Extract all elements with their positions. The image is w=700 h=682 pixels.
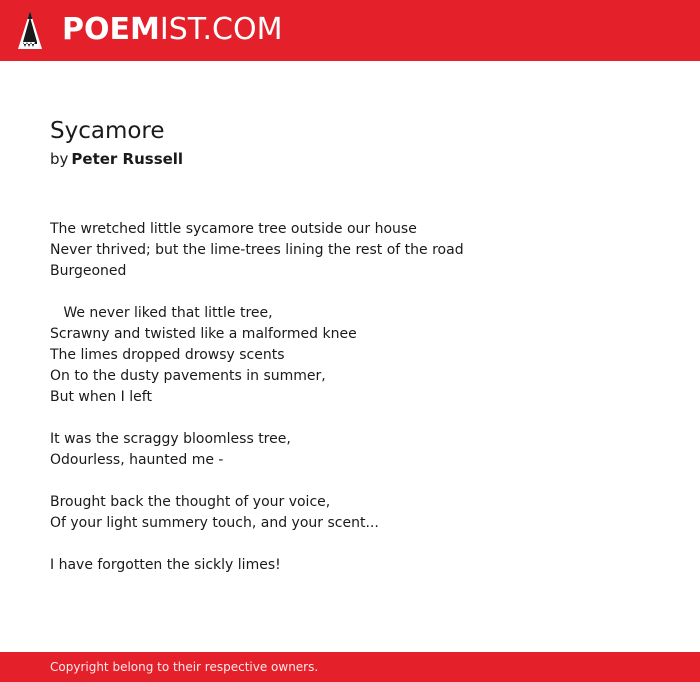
poem-body — [50, 219, 670, 576]
pencil-tip-icon-svg — [18, 11, 42, 51]
poem-line: The limes dropped drowsy scents — [50, 347, 285, 363]
poem-line — [50, 408, 670, 429]
poem-line: Odourless, haunted me - — [50, 452, 224, 468]
poem-line — [50, 471, 670, 492]
poem-line: On to the dusty pavements in summer, — [50, 368, 326, 384]
poem-title: Sycamore — [50, 118, 165, 144]
poem-line: The wretched little sycamore tree outside our house — [50, 221, 417, 237]
site-logo[interactable] — [62, 10, 282, 50]
copyright-text: Copyright belong to their respective owners. — [50, 660, 319, 674]
logo-bold-text: POEM — [62, 12, 160, 47]
footer-bar — [0, 652, 700, 682]
poem-line — [50, 282, 670, 303]
poem-line: Burgeoned — [50, 263, 127, 279]
poem-line — [50, 534, 670, 555]
poem-line: Of your light summery touch, and your scent... — [50, 515, 379, 531]
header-bar — [0, 0, 700, 61]
poem-byline — [50, 148, 183, 170]
poem-line: We never liked that little tree, — [50, 305, 273, 321]
logo-light-text: IST.COM — [159, 12, 283, 47]
poem-line: Brought back the thought of your voice, — [50, 494, 331, 510]
byline-prefix: by — [50, 150, 69, 168]
poem-line: Never thrived; but the lime-trees lining the rest of the road — [50, 242, 464, 258]
poem-author: Peter Russell — [71, 150, 184, 168]
poem-line: It was the scraggy bloomless tree, — [50, 431, 291, 447]
poem-line: Scrawny and twisted like a malformed knee — [50, 326, 357, 342]
poem-line: I have forgotten the sickly limes! — [50, 557, 281, 573]
pencil-tip-icon[interactable] — [18, 11, 42, 51]
poem-line: But when I left — [50, 389, 152, 405]
